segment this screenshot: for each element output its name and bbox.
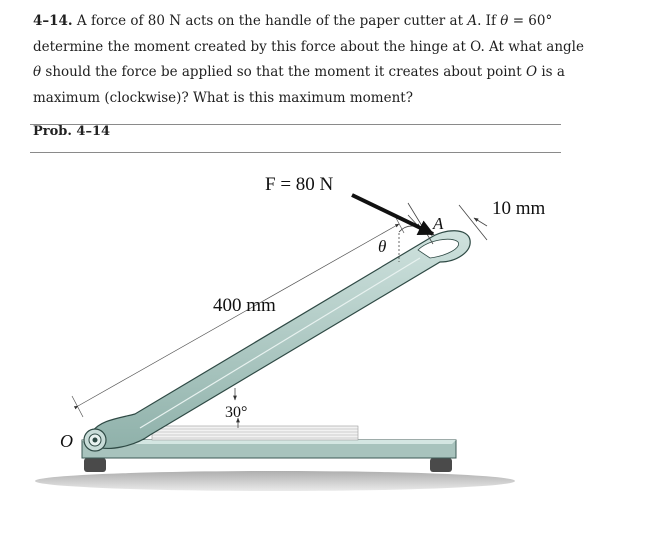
angle-label: 30° xyxy=(225,404,248,421)
problem-number: 4–14. xyxy=(33,13,73,29)
theta-ref-2: θ xyxy=(33,64,42,80)
problem-statement xyxy=(33,9,593,111)
problem-text-1: A force of 80 N acts on the handle of the paper cutter at xyxy=(72,13,468,29)
cutter-handle xyxy=(92,231,470,449)
prob-label: Prob. 4–14 xyxy=(33,124,111,139)
bottom-rule xyxy=(30,152,561,153)
problem-text-3: = 60° determine the moment created by this force about the hinge at O. At what angle xyxy=(33,13,584,55)
offset-label: 10 mm xyxy=(492,198,546,219)
hinge-o xyxy=(84,429,106,451)
paper-cutter-figure xyxy=(0,160,669,535)
length-label: 400 mm xyxy=(213,295,276,316)
right-foot xyxy=(430,458,452,472)
force-arrow xyxy=(352,195,433,234)
force-label: F = 80 N xyxy=(265,174,334,195)
point-o-label: O xyxy=(60,431,73,451)
theta-ref-1: θ xyxy=(500,13,509,29)
point-o-ref: O xyxy=(525,64,538,80)
dimension-400mm xyxy=(72,216,404,417)
paper-stack xyxy=(152,426,358,440)
ground-shadow xyxy=(35,471,515,491)
left-foot xyxy=(84,458,106,472)
problem-text-5: is a maximum (clockwise)? What is this maximum moment? xyxy=(33,64,565,106)
point-a-ref: A xyxy=(467,13,478,29)
point-a-label: A xyxy=(433,214,444,233)
problem-text-2: . If xyxy=(477,13,501,29)
theta-label: θ xyxy=(378,237,387,256)
problem-text-4: should the force be applied so that the moment it creates about point xyxy=(41,64,526,80)
